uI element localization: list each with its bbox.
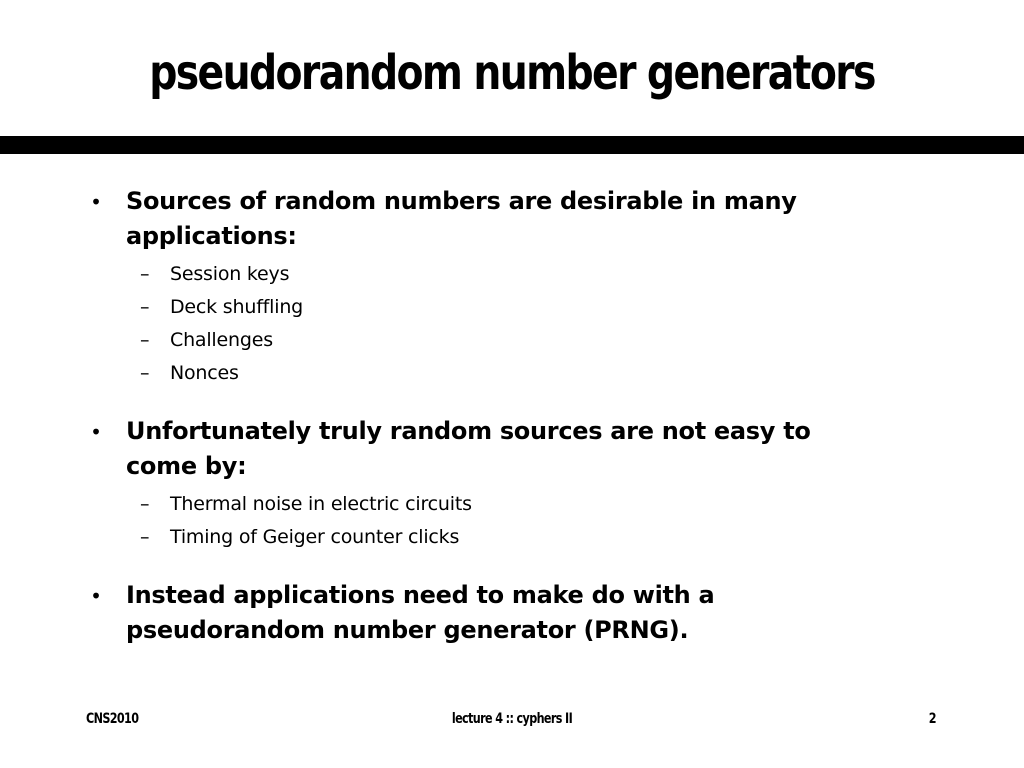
title-divider-bar [0,136,1024,154]
bullet-marker: • [90,190,102,214]
slide-body [86,184,886,672]
sub-marker: – [140,493,150,515]
sub-item-text: Deck shuffling [170,296,304,318]
bullet-marker: • [90,584,102,608]
sub-item [126,291,886,324]
sub-marker: – [140,263,150,285]
slide-title: pseudorandom number generators [149,45,875,101]
sub-item-text: Timing of Geiger counter clicks [170,526,460,548]
footer-lecture-label: lecture 4 :: cyphers II [451,711,573,727]
sub-item [126,324,886,357]
sub-marker: – [140,526,150,548]
sub-list [126,258,886,390]
sub-item-text: Nonces [170,362,239,384]
sub-list [126,488,886,554]
sub-item-text: Session keys [170,263,290,285]
bullet-item [86,578,886,648]
bullet-text: Unfortunately truly random sources are not easy to come by: [126,417,811,480]
bullet-item [86,184,886,390]
bullet-marker: • [90,420,102,444]
sub-marker: – [140,296,150,318]
footer-page-number: 2 [928,711,936,727]
sub-item [126,521,886,554]
sub-marker: – [140,329,150,351]
sub-item [126,488,886,521]
footer-course-label: CNS2010 [86,711,139,727]
sub-marker: – [140,362,150,384]
bullet-text: Instead applications need to make do with a pseudorandom number generator (PRNG). [126,581,715,644]
sub-item [126,258,886,291]
sub-item-text: Thermal noise in electric circuits [170,493,472,515]
bullet-text: Sources of random numbers are desirable in many applications: [126,187,797,250]
sub-item [126,357,886,390]
bullet-item [86,414,886,554]
sub-item-text: Challenges [170,329,273,351]
